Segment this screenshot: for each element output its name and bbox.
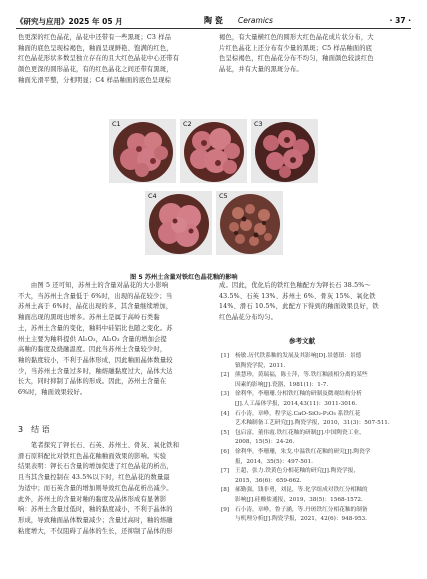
reference-line: 2008，15(5)：24-26. [235,439,295,446]
top-left-paragraph [18,33,210,87]
reference-item [221,467,413,486]
reference-item [221,429,413,448]
text-line: 笔者探究了钾长石、石英、苏州土、骨灰、氧化铁和 [18,442,180,449]
text-line: 43.5%、石英 13%、苏州土 6%、骨灰 15%、氧化铁 [219,292,376,300]
reference-number: [3] [221,391,230,398]
reference-line: 徐利华，李珊珊.分相铁红釉的研制及微观结构分析 [235,391,362,398]
text-line: 形成，导致釉面晶体数量减少；含量过高时，釉的熔融 [18,516,173,524]
glaze-sample-c4 [145,191,212,255]
glaze-tile-image [109,119,176,183]
reference-line: 艺术釉制备工艺研究[J].陶瓷学报，2010，31(3)：507-511. [235,420,390,427]
journal-title-en: Ceramics [238,16,273,25]
reference-number: [8] [221,487,230,494]
glaze-tile-image [251,119,318,183]
section-number: 3 [18,425,24,434]
journal-title-cn: 陶 瓷 [204,16,223,25]
text-line: 釉面光滑平整，分相明显；C4 样品釉面的底色呈现棕 [18,76,172,84]
glaze-sample-c5 [216,191,283,255]
reference-item [221,352,413,371]
reference-number: [4] [221,410,230,417]
running-header [16,16,411,26]
page-number: · 37 · [389,16,411,25]
reference-line: 包启富，董伟霞.铁红花釉的研制[J].中国陶瓷工业， [235,429,365,436]
text-line: 14%、滑石 10.5%，此配方下得到的釉面效果良好，铁 [219,303,379,311]
header-divider [16,28,411,29]
text-line: 片红色晶花上还分布有少量的黑斑；C5 样品釉面的底 [219,44,373,52]
section-title: 结 语 [31,425,50,434]
text-line: 此外，苏州土的含量对釉的黏度及晶体形成有显著影 [18,495,167,503]
reference-line: 影响[J].硅酸盐通报，2019，38(5)：1568-1572. [235,496,363,503]
conclusion-paragraph [18,441,210,537]
reference-item [221,486,413,505]
text-line: 由图 5 还可知，苏州土的含量对晶花的大小影响 [18,282,169,289]
section-heading [18,424,58,435]
text-line: 为适中；而石英含量的增加则导致红色晶花析出减少。 [18,484,173,492]
reference-line: 石小涛，章峥，程学运.CaO-SiO₂-P₂O₅ 系铁红花 [235,410,361,417]
reference-line: 镇陶瓷学院，2011. [235,362,286,369]
text-line: 颜色更深的圆形晶花，有的红色晶花之间还带有黑斑， [18,66,173,74]
glaze-sample-c3 [251,119,318,183]
text-line: 色呈棕褐色，红色晶花分布不均匀，釉面颜色较淡红色 [219,55,374,63]
mid-right-paragraph [219,281,413,324]
reference-item [221,448,413,467]
journal-issue: 《研究与应用》2025 年 05 月 [16,17,123,26]
text-line: 少，当苏州土含量过多时，釉熔融黏度过大，晶体大达 [18,367,173,375]
reference-line: 石小涛，章峥，鲁子涵，等.丹斑铁红分相花釉的制备 [235,506,368,513]
text-line: 土，苏州土含量的变化，釉料中硅铝比也随之变化。苏 [18,324,173,332]
reference-item [221,371,413,390]
text-line: 滑石原料配比对铁红色晶花釉釉面效果的影响。实验 [18,452,167,460]
text-line: 成。因此，优化后的铁红色釉配方为钾长石 38.5%～ [219,282,371,289]
references-heading: 参考文献 [289,337,315,345]
panel-label: C3 [254,120,263,128]
text-line: 红色晶花分布均匀。 [219,314,278,322]
reference-line: 王超，张力.铁黄色分相花釉的研究[J].陶瓷学报， [235,468,360,475]
text-line: 响：苏州土含量过低时，釉的黏度减小，不利于晶体的 [18,506,173,514]
text-line: 不大，当苏州土含量低于 6%时，出现的晶花较少；当 [18,292,173,300]
reference-line: 与机理分析[J].陶瓷学报，2021，42(6)：948-953. [235,516,367,523]
reference-number: [6] [221,448,230,455]
figure-caption: 图 5 苏州土含量对铁红色晶花釉的影响 [130,274,238,281]
text-line: 高釉的黏度及烧融温度。因此当苏州土含量较少时， [18,346,167,354]
figure-5 [109,119,321,260]
reference-number: [1] [221,353,230,359]
text-line: 釉面出现的黑斑也增多。苏州土是属于高岭石类黏 [18,314,160,322]
reference-line: 徐利华，李珊珊，朱戈.中温铁红花釉的研究[J].陶瓷学 [235,448,371,455]
reference-item [221,506,413,525]
panel-label: C2 [183,120,192,128]
top-right-paragraph [219,33,413,76]
text-line: 粘度增大，不仅阻碍了晶体的生长，还抑制了晶体的形 [18,527,173,535]
text-line: 6%时，釉面效果较好。 [18,389,87,397]
panel-label: C1 [112,120,121,128]
panel-label: C5 [219,192,228,200]
text-line: 结果表明：钾长石含量的增加促进了红色晶花的析出， [18,463,173,471]
reference-number: [7] [221,468,230,475]
text-line: 晶花，并有大量的黑斑分布。 [219,66,303,74]
reference-line: 杨敏.历代铁系釉的发展及其影响[D].景德镇：景德 [235,353,362,359]
text-line: 红色晶花形状多数呈独立存在的且大红色晶花中心还带有 [18,55,180,63]
reference-item [221,390,413,409]
text-line: 长大，同时抑制了晶体的形成。因此，苏州土含量在 [18,378,167,386]
text-line: 州土主要为釉料提供 Al₂O₃，Al₂O₃ 含量的增加会提 [18,335,167,343]
text-line: 色更深的红色晶花，晶花中还带有一些黑斑；C3 样品 [18,34,172,41]
glaze-sample-c2 [180,119,247,183]
glaze-tile-image [216,191,283,255]
text-line: 褐色，有大量横红色的圆形大红色晶花成片状分布，大 [219,34,374,41]
text-line: 苏州土高于 6%时，晶花出现的多，其含量继续增加， [18,303,173,311]
panel-label: C4 [148,192,157,200]
reference-item [221,410,413,429]
glaze-sample-c1 [109,119,176,183]
reference-line: 熊慧珍，黄瑞福，陈士萍，等.铁红釉液相分离的某些 [235,372,368,379]
reference-number: [2] [221,372,230,379]
reference-line: [J].人工晶体学报，2014,43(11)：3011-3016. [235,400,357,407]
text-line: 釉的黏度较小，不利于晶体形成，因此釉面晶体数量较 [18,356,173,364]
reference-line: 报，2014，35(5)：497-501. [235,458,313,465]
glaze-tile-image [145,191,212,255]
reference-number: [9] [221,506,230,513]
reference-line: 郝勤强，钱非勇，刘昆，等.化学组成对铁红分相釉的 [235,487,368,494]
glaze-tile-image [180,119,247,183]
text-line: 且当其含量控制在 43.5%以下时，红色晶花的数量最 [18,474,170,482]
text-line: 釉面的底色呈现棕褐色，釉面呈现鲜艳、饱满的红色， [18,44,173,52]
reference-number: [5] [221,429,230,436]
reference-line: 2015，36(6)：659-662. [235,477,302,484]
reference-line: 因素的影响[J].瓷器，1981(1)：1-7. [235,381,329,388]
mid-left-paragraph [18,281,210,399]
reference-list [221,352,413,525]
